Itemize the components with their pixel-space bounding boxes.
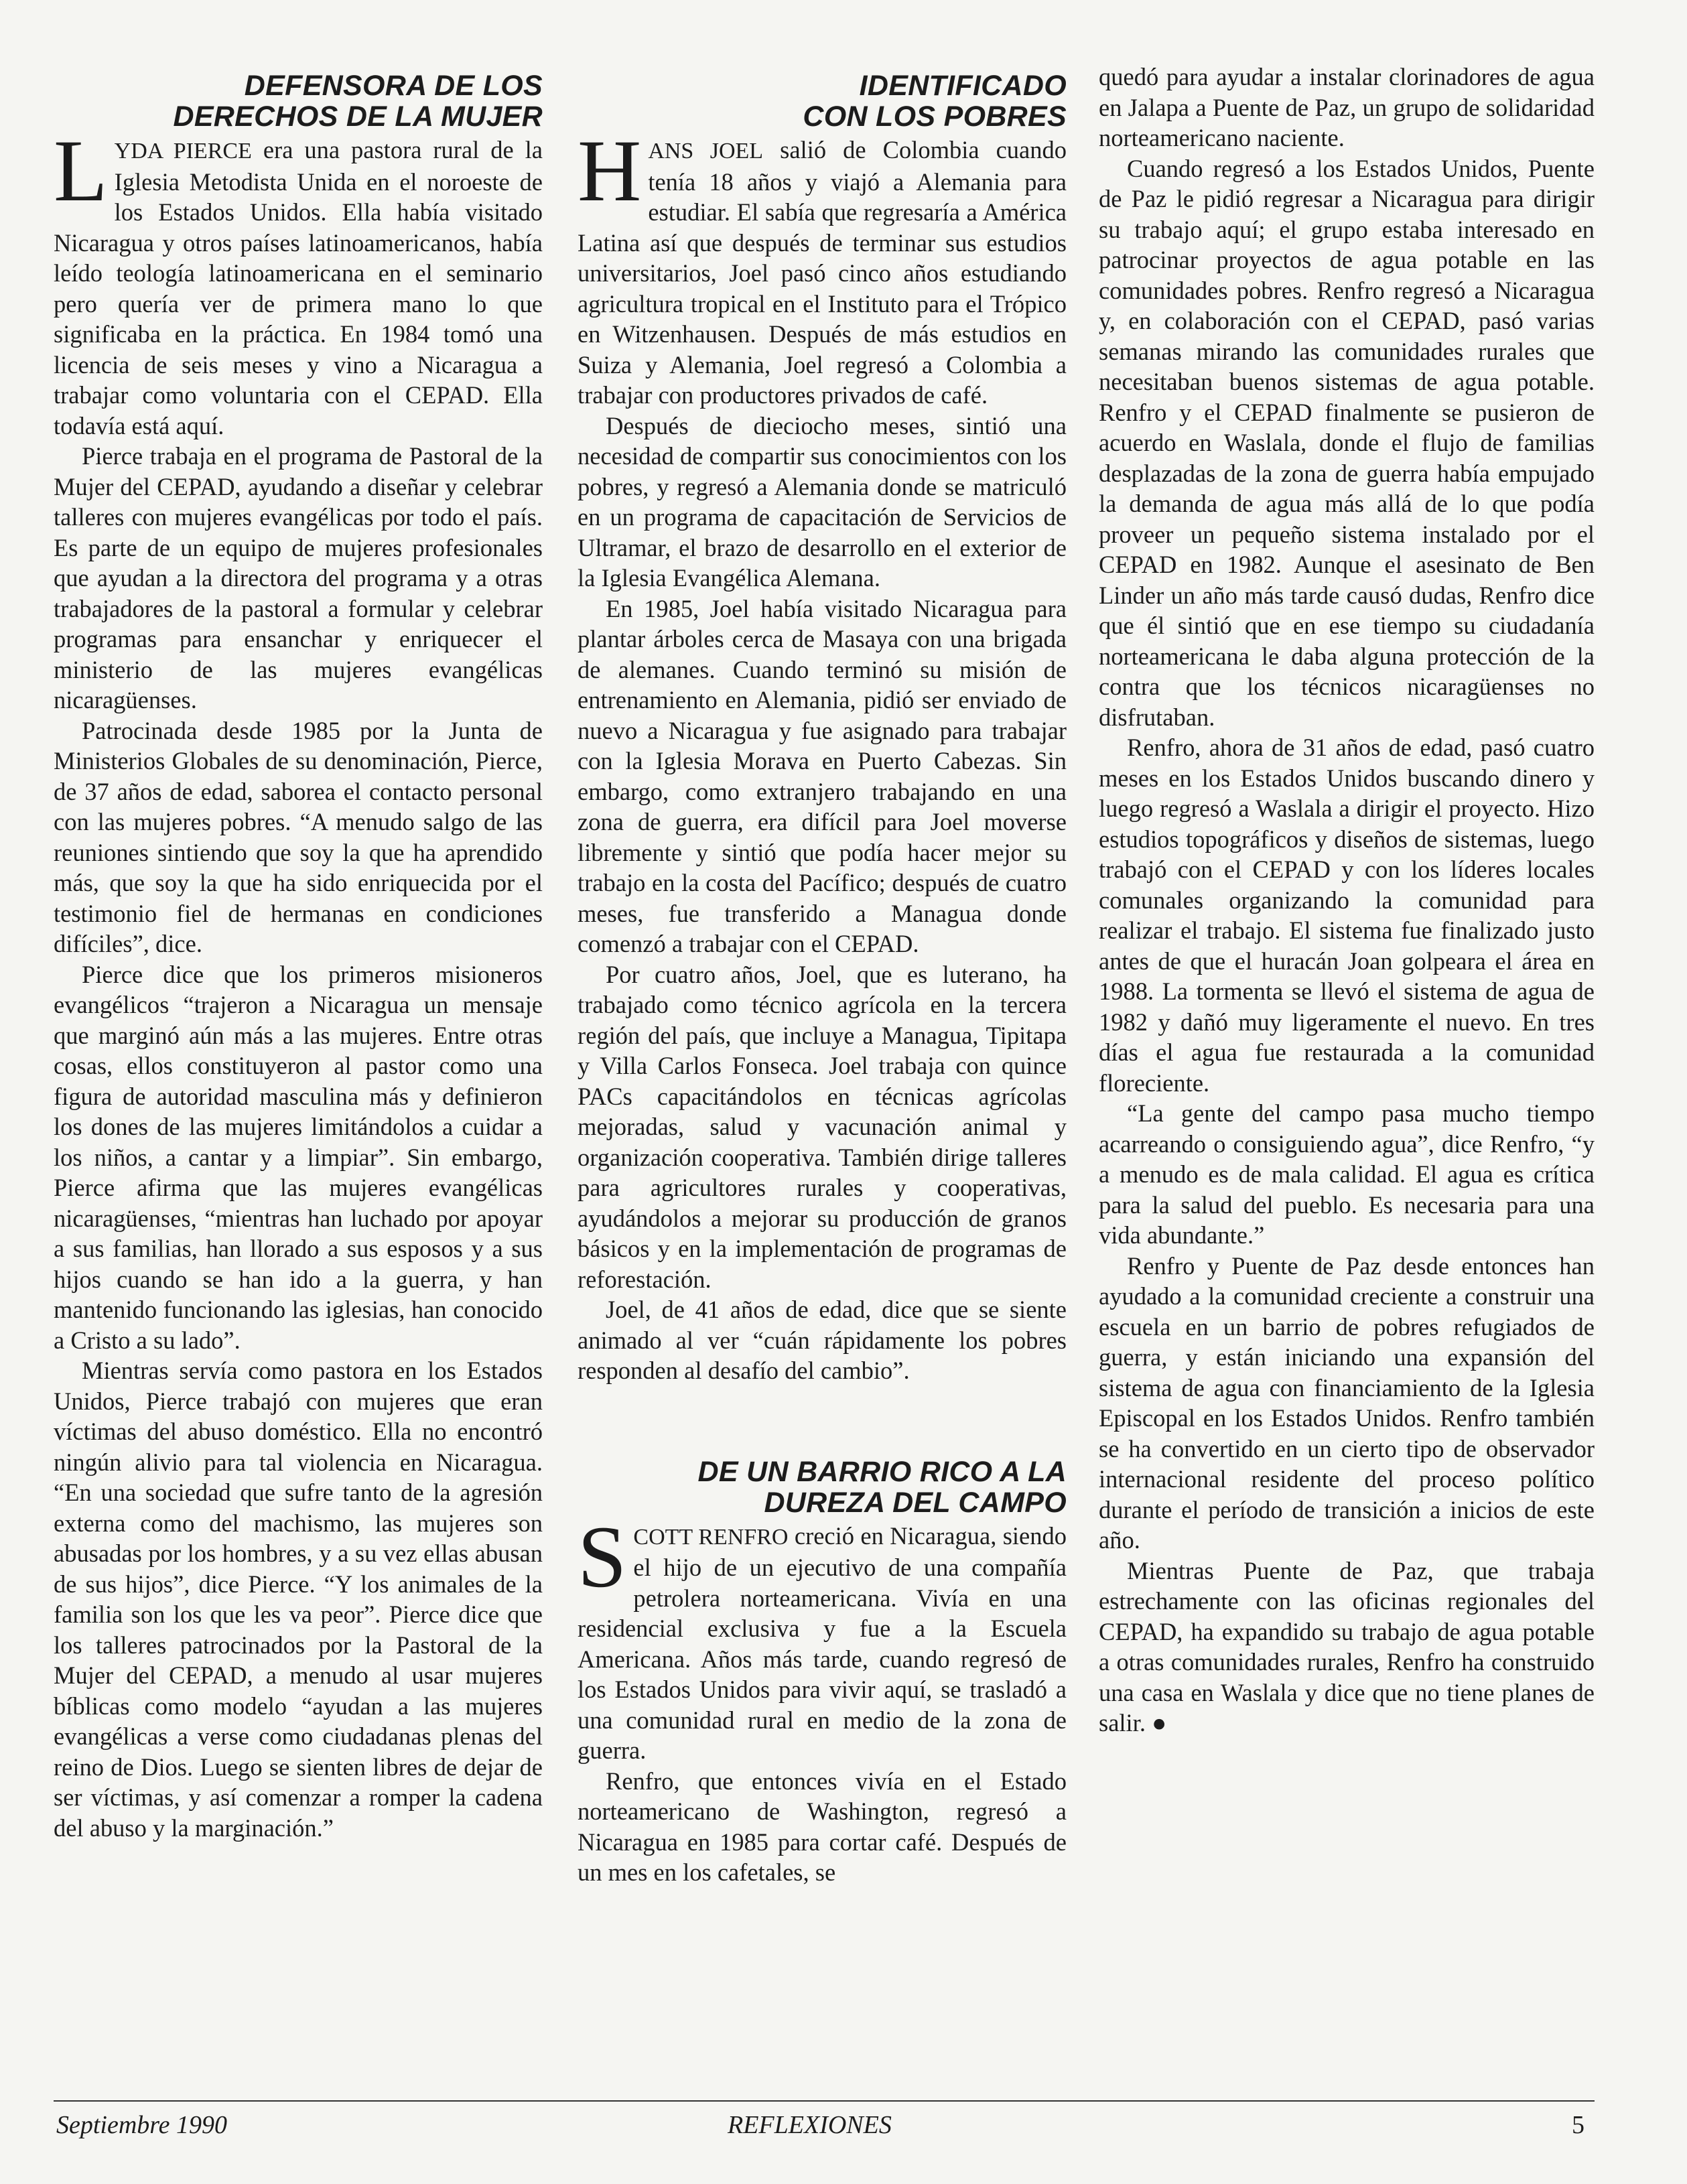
article-3-paragraph-6: Renfro y Puente de Paz desde entonces han ayudado a la comunidad creciente a construir una escuela en un barrio de pobres refugiados de guerra, y están iniciando una expansión del sistema de agua con financiamiento de la Iglesia Episcopal en los Estados Unidos. Renfro también se ha convertido en un cierto tipo de observador internacional residente del proceso político durante el período de transición a inicios de este año. [1099, 1251, 1595, 1554]
article-3-paragraph-1 [578, 1507, 1067, 1766]
article-3-paragraph-7: Mientras Puente de Paz, que trabaja estrechamente con las oficinas regionales del CEPAD, ha expandido su trabajo de agua potable a otras comunidades rurales, Renfro ha construido una casa en Waslala y dice que no tiene planes de salir. ● [1099, 1556, 1595, 1736]
lead-name: COTT RENFRO [633, 1524, 789, 1550]
column-1 [54, 64, 543, 1843]
dropcap: S [578, 1507, 627, 1606]
headline-line-1: DEFENSORA DE LOS [244, 70, 543, 102]
article-3-paragraph-5: “La gente del campo pasa mucho tiempo acarreando o consiguiendo agua”, dice Renfro, “y a menudo es de mala calidad. El agua es crítica para la salud del pueblo. Es necesaria para una vida abundante.” [1099, 1099, 1595, 1249]
article-2-headline [578, 70, 1067, 132]
article-1-paragraph-5: Mientras servía como pastora en los Estados Unidos, Pierce trabajó con mujeres que eran víctimas del abuso doméstico. Ella no encontró ningún alivio para tal violencia en Nicaragua. “En una sociedad que sufre tanto de la agresión externa como del machismo, las mujeres son abusadas por los hombres, y a su vez ellas abusan de sus hijos”, dice Pierce. “Y los animales de la familia son los que les va peor”. Pierce dice que los talleres patrocinados por la Pastoral de la Mujer del CEPAD, a menudo al usar mujeres bíblicas como modelo “ayudan a las mujeres evangélicas a verse como ciudadanas plenas del reino de Dios. Luego se sienten libres de dejar de ser víctimas, y así comenzar a romper la cadena del abuso y la marginación.” [54, 1357, 543, 1842]
dropcap: L [54, 121, 108, 220]
article-3-paragraph-2: Renfro, que entonces vivía en el Estado norteamericano de Washington, regresó a Nicaragua en 1985 para cortar café. Después de un mes en los cafetales, se [578, 1767, 1067, 1886]
headline-line-1: DE UN BARRIO RICO A LA [697, 1455, 1067, 1488]
article-3-headline [578, 1456, 1067, 1518]
paragraph-text: salió de Colombia cuando tenía 18 años y viajó a Alemania para estudiar. El sabía que regresaría a América Latina así que después de terminar sus estudios universitarios, Joel pasó cinco años estudiando agricultura tropical en el Instituto para el Trópico en Witzenhausen. Después de más estudios en Suiza y Alemania, Joel regresó a Colombia a trabajar con productores privados de café. [578, 136, 1067, 409]
headline-line-2: DERECHOS DE LA MUJER [173, 100, 543, 133]
headline-line-2: DUREZA DEL CAMPO [764, 1486, 1067, 1519]
footer-divider [54, 2100, 1595, 2102]
footer-magazine-name: REFLEXIONES [728, 2111, 892, 2139]
article-1-paragraph-2: Pierce trabaja en el programa de Pastoral de la Mujer del CEPAD, ayudando a diseñar y celebrar talleres con mujeres evangélicas por todo el país. Es parte de un equipo de mujeres profesionales que ayudan a la directora del programa y a otras trabajadores de la pastoral a formular y celebrar programas para ensanchar y enriquecer el ministerio de las mujeres evangélicas nicaragüenses. [54, 442, 543, 713]
column-2 [578, 64, 1067, 1888]
paragraph-text: creció en Nicaragua, siendo el hijo de un ejecutivo de una compañía petrolera norteamericana. Vivía en una residencial exclusiva y fue a la Escuela Americana. Años más tarde, cuando regresó de los Estados Unidos para vivir aquí, se trasladó a una comunidad rural en medio de la zona de guerra. [578, 1521, 1067, 1764]
article-3-paragraph-4: Renfro, ahora de 31 años de edad, pasó cuatro meses en los Estados Unidos buscando dinero y luego regresó a Waslala a dirigir el proyecto. Hizo estudios topográficos y diseños de sistemas, luego trabajó con el CEPAD y con los líderes locales comunales organizando la comunidad para realizar el trabajo. El sistema fue finalizado justo antes de que el huracán Joan golpeara el área en 1988. La tormenta se llevó el sistema de agua de 1982 y dañó muy ligeramente el nuevo. En tres días el agua fue restaurada a la comunidad floreciente. [1099, 734, 1595, 1097]
article-3-paragraph-3: Cuando regresó a los Estados Unidos, Puente de Paz le pidió regresar a Nicaragua para dirigir su trabajo aquí; el grupo estaba interesado en patrocinar proyectos de agua potable en las comunidades pobres. Renfro regresó a Nicaragua y, en colaboración con el CEPAD, pasó varias semanas mirando las comunidades rurales que necesitaban buenos sistemas de agua potable. Renfro y el CEPAD finalmente se pusieron de acuerdo en Waslala, donde el flujo de familias desplazadas de la zona de guerra había empujado la demanda de agua más allá de lo que podía proveer un pequeño sistema instalado por el CEPAD en 1982. Aunque el asesinato de Ben Linder un año más tarde causó dudas, Renfro dice que él sintió que en ese tiempo su ciudadanía norteamericana le daba alguna protección de la contra que los técnicos nicaragüenses no disfrutaban. [1099, 154, 1595, 731]
lead-name: ANS JOEL [648, 139, 764, 163]
headline-line-1: IDENTIFICADO [859, 70, 1067, 102]
article-2-paragraph-4: Por cuatro años, Joel, que es luterano, ha trabajado como técnico agrícola en la tercera región del país, que incluye a Managua, Tipitapa y Villa Carlos Fonseca. Joel trabaja con quince PACs capacitándolos en técnicas agrícolas mejoradas, salud y vacunación animal y organización cooperativa. También dirige talleres para agricultores rurales y cooperativas, ayudándolos a mejorar su producción de granos básicos y en la implementación de programas de reforestación. [578, 960, 1067, 1293]
footer-date: Septiembre 1990 [56, 2111, 228, 2139]
page-number: 5 [1572, 2111, 1584, 2139]
article-2-paragraph-1 [578, 121, 1067, 411]
article-2-paragraph-5: Joel, de 41 años de edad, dice que se siente animado al ver “cuán rápidamente los pobres responden al desafío del cambio”. [578, 1296, 1067, 1384]
section-spacer [578, 1386, 1067, 1450]
paragraph-text: era una pastora rural de la Iglesia Metodista Unida en el noroeste de los Estados Unidos. Ella había visitado Nicaragua y otros países latinoamericanos, había leído teología latinoamericana en el seminario pero quería ver de primera mano lo que significaba en la práctica. En 1984 tomó una licencia de seis meses y vino a Nicaragua a trabajar como voluntaria con el CEPAD. Ella todavía está aquí. [54, 136, 543, 439]
article-2-paragraph-3: En 1985, Joel había visitado Nicaragua para plantar árboles cerca de Masaya con una brigada de alemanes. Cuando terminó su misión de entrenamiento en Alemania, pidió ser enviado de nuevo a Nicaragua y fue asignado para trabajar con la Iglesia Morava en Puerto Cabezas. Sin embargo, como extranjero trabajando en una zona de guerra, era difícil para Joel moverse libremente y sintió que podía hacer mejor su trabajo en la costa del Pacífico; después de cuatro meses, fue transferido a Managua donde comenzó a trabajar con el CEPAD. [578, 594, 1067, 957]
column-3 [1099, 62, 1595, 1738]
article-1-paragraph-3: Patrocinada desde 1985 por la Junta de Ministerios Globales de su denominación, Pierce, de 37 años de edad, saborea el contacto personal con las mujeres pobres. “A menudo salgo de las reuniones sintiendo que soy la que ha aprendido más, que soy la que ha sido enriquecida por el testimonio fiel de hermanas en condiciones difíciles”, dice. [54, 716, 543, 957]
article-1-paragraph-4: Pierce dice que los primeros misioneros evangélicos “trajeron a Nicaragua un mensaje que marginó aún más a las mujeres. Entre otras cosas, ellos constituyeron al pastor como una figura de autoridad masculina más y definieron los dones de las mujeres limitándolos a cuidar a los niños, a cantar y a limpiar”. Sin embargo, Pierce afirma que las mujeres evangélicas nicaragüenses, “mientras han luchado por apoyar a sus familias, han llorado a sus esposos y a sus hijos cuando se han ido a la guerra, y han mantenido funcionando las iglesias, han conocido a Cristo a su lado”. [54, 960, 543, 1354]
headline-line-2: CON LOS POBRES [803, 100, 1067, 133]
article-1-paragraph-1 [54, 121, 543, 441]
article-2-paragraph-2: Después de dieciocho meses, sintió una necesidad de compartir sus conocimientos con los pobres, y regresó a Alemania donde se matriculó en un programa de capacitación de Servicios de Ultramar, el brazo de desarrollo en el exterior de la Iglesia Evangélica Alemana. [578, 411, 1067, 592]
lead-name: YDA PIERCE [114, 139, 252, 163]
article-1-headline [54, 70, 543, 132]
dropcap: H [578, 121, 642, 220]
article-3-continued-paragraph: quedó para ayudar a instalar clorinadores de agua en Jalapa a Puente de Paz, un grupo de solidaridad norteamericano naciente. [1099, 63, 1595, 151]
